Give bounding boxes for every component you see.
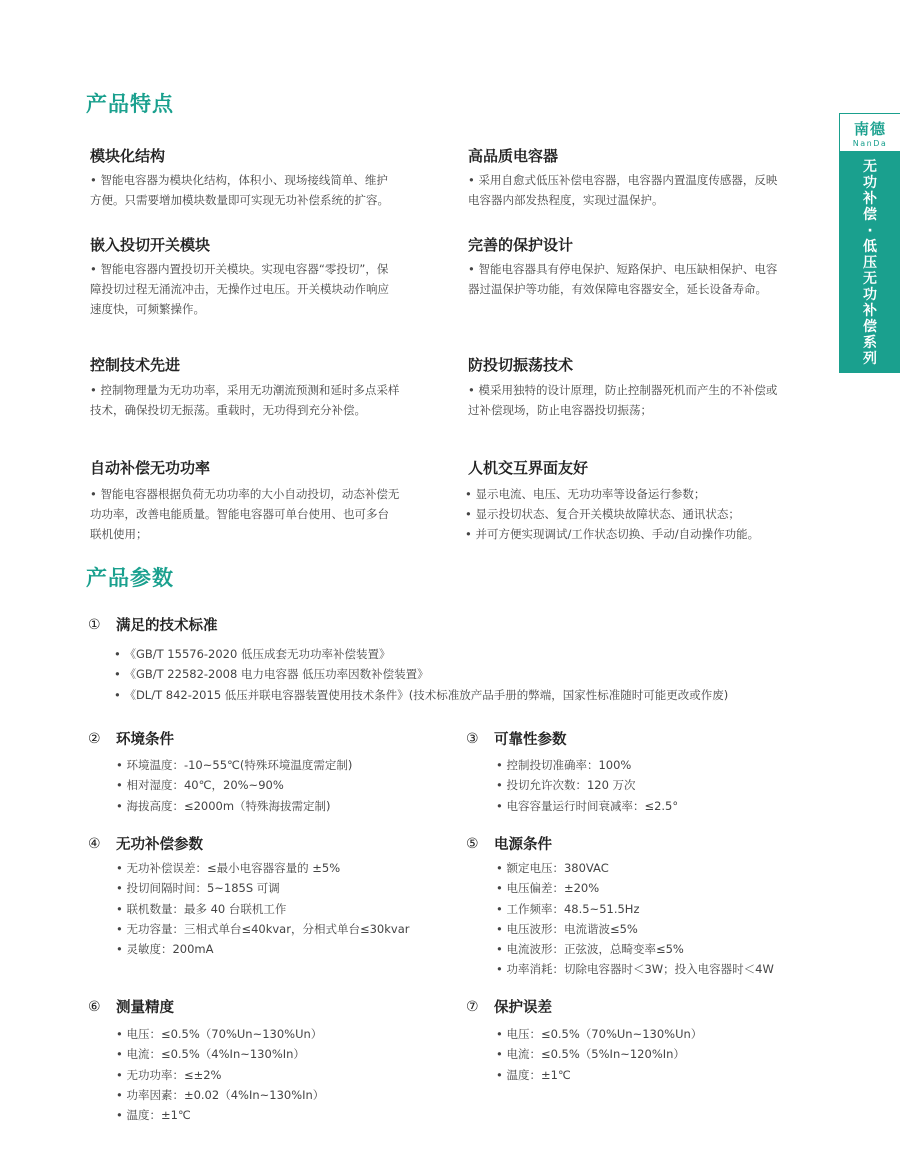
- feature-title: 嵌入投切开关模块: [90, 236, 211, 254]
- power-list: [496, 858, 774, 980]
- list-item: • 功率因素：±0.02（4%In~130%In）: [116, 1085, 324, 1105]
- reliability-title: 可靠性参数: [494, 732, 567, 748]
- reliability-list: [496, 755, 678, 816]
- features-section-title: 产品特点: [86, 92, 174, 116]
- feature-line: • 模采用独特的设计原理，防止控制器死机而产生的不补偿或: [468, 383, 778, 397]
- feature-line: 器过温保护等功能，有效保障电容器安全，延长设备寿命。: [468, 282, 767, 296]
- list-item: • 电压：≤0.5%（70%Un~130%Un）: [496, 1024, 702, 1044]
- feature-line: • 显示电流、电压、无功功率等设备运行参数；: [465, 487, 706, 501]
- feature-line: • 显示投切状态、复合开关模块故障状态、通讯状态；: [465, 507, 740, 521]
- feature-line: 障投切过程无涌流冲击，无操作过电压。开关模块动作响应: [90, 282, 389, 296]
- list-item: • 相对湿度：40℃，20%~90%: [116, 775, 352, 795]
- side-tab-char: 补: [863, 303, 877, 319]
- measurement-heading: [88, 996, 174, 1017]
- protection-title: 保护误差: [494, 1000, 552, 1016]
- side-tab-char: 无: [863, 159, 877, 175]
- side-tab-char: 列: [863, 351, 877, 367]
- list-item: • 《GB/T 15576-2020 低压成套无功功率补偿装置》: [114, 644, 728, 664]
- feature-description: [465, 380, 816, 420]
- feature-line: • 控制物理量为无功功率，采用无功潮流预测和延时多点采样: [90, 383, 400, 397]
- list-item: • 联机数量：最多 40 台联机工作: [116, 899, 409, 919]
- list-item: • 海拔高度：≤2000m（特殊海拔需定制): [116, 796, 352, 816]
- standards-title: 满足的技术标准: [116, 618, 218, 634]
- list-item: • 《GB/T 22582-2008 电力电容器 低压功率因数补偿装置》: [114, 664, 728, 684]
- feature-title: 完善的保护设计: [468, 236, 574, 254]
- environment-heading: [88, 728, 174, 749]
- standards-heading: [88, 614, 218, 635]
- side-tab-char: 压: [863, 255, 877, 271]
- side-tab-char: 功: [863, 287, 877, 303]
- feature-line: • 智能电容器根据负荷无功功率的大小自动投切，动态补偿无: [90, 487, 400, 501]
- feature-line: 联机使用；: [90, 527, 148, 541]
- measurement-number: ⑥: [88, 998, 101, 1015]
- list-item: • 投切间隔时间：5~185S 可调: [116, 878, 409, 898]
- list-item: • 灵敏度：200mA: [116, 939, 409, 959]
- list-item: • 电流：≤0.5%（5%In~120%In）: [496, 1044, 702, 1064]
- protection-list: [496, 1024, 702, 1085]
- list-item: • 无功容量：三相式单台≤40kvar，分相式单台≤30kvar: [116, 919, 409, 939]
- list-item: • 《DL/T 842-2015 低压并联电容器装置使用技术条件》(技术标准放产品手册的弊端，国家性标准随时可能更改或作废): [114, 685, 728, 705]
- feature-line: • 智能电容器具有停电保护、短路保护、电压缺相保护、电容: [468, 262, 778, 276]
- side-tab: [839, 113, 900, 373]
- feature-description: [87, 484, 438, 544]
- feature-description: [87, 380, 438, 420]
- compensation-number: ④: [88, 835, 101, 852]
- power-number: ⑤: [466, 835, 479, 852]
- feature-line: • 采用自愈式低压补偿电容器，电容器内置温度传感器，反映: [468, 173, 778, 187]
- feature-line: 技术，确保投切无振荡。重载时，无功得到充分补偿。: [90, 403, 366, 417]
- feature-description: [465, 170, 816, 210]
- environment-title: 环境条件: [116, 732, 174, 748]
- brand-logo-cn: 南德: [853, 120, 886, 138]
- compensation-heading: [88, 833, 203, 854]
- list-item: • 电压波形：电流谐波≤5%: [496, 919, 774, 939]
- compensation-title: 无功补偿参数: [116, 837, 203, 853]
- measurement-title: 测量精度: [116, 1000, 174, 1016]
- side-tab-char: ·: [867, 223, 873, 239]
- feature-title: 高品质电容器: [468, 147, 559, 165]
- feature-description: [87, 259, 438, 319]
- side-tab-vertical-title: [840, 159, 900, 367]
- feature-title: 自动补偿无功功率: [90, 459, 211, 477]
- list-item: • 功率消耗：切除电容器时＜3W；投入电容器时＜4W: [496, 959, 774, 979]
- standards-number: ①: [88, 616, 101, 633]
- power-heading: [466, 833, 552, 854]
- list-item: • 温度：±1℃: [496, 1065, 702, 1085]
- list-item: • 投切允许次数：120 万次: [496, 775, 678, 795]
- side-tab-char: 无: [863, 271, 877, 287]
- feature-description: [465, 484, 825, 544]
- compensation-list: [116, 858, 409, 959]
- feature-line: 方便。只需要增加模块数量即可实现无功补偿系统的扩容。: [90, 193, 389, 207]
- side-tab-char: 偿: [863, 207, 877, 223]
- list-item: • 电压偏差：±20%: [496, 878, 774, 898]
- list-item: • 电流：≤0.5%（4%In~130%In）: [116, 1044, 324, 1064]
- list-item: • 工作频率：48.5~51.5Hz: [496, 899, 774, 919]
- feature-description: [87, 170, 438, 210]
- side-tab-char: 低: [863, 239, 877, 255]
- side-tab-bar: [840, 151, 900, 373]
- params-section-title: 产品参数: [86, 566, 174, 590]
- protection-number: ⑦: [466, 998, 479, 1015]
- list-item: • 控制投切准确率：100%: [496, 755, 678, 775]
- feature-title: 模块化结构: [90, 147, 166, 165]
- list-item: • 额定电压：380VAC: [496, 858, 774, 878]
- list-item: • 环境温度：-10~55℃(特殊环境温度需定制): [116, 755, 352, 775]
- measurement-list: [116, 1024, 324, 1125]
- brand-logo-en: NanDa: [852, 139, 888, 148]
- feature-line: 速度快，可频繁操作。: [90, 302, 205, 316]
- feature-description: [465, 259, 816, 299]
- power-title: 电源条件: [494, 837, 552, 853]
- feature-title: 控制技术先进: [90, 356, 181, 374]
- list-item: • 无功补偿误差：≤最小电容器容量的 ±5%: [116, 858, 409, 878]
- feature-title: 防投切振荡技术: [468, 356, 574, 374]
- protection-heading: [466, 996, 552, 1017]
- environment-number: ②: [88, 730, 101, 747]
- environment-list: [116, 755, 352, 816]
- feature-line: • 智能电容器内置投切开关模块。实现电容器“零投切”，保: [90, 262, 389, 276]
- feature-line: • 并可方便实现调试/工作状态切换、手动/自动操作功能。: [465, 527, 760, 541]
- feature-line: 过补偿现场，防止电容器投切振荡；: [468, 403, 652, 417]
- reliability-heading: [466, 728, 567, 749]
- reliability-number: ③: [466, 730, 479, 747]
- list-item: • 无功功率：≤±2%: [116, 1065, 324, 1085]
- side-tab-char: 系: [863, 335, 877, 351]
- side-tab-char: 偿: [863, 319, 877, 335]
- side-tab-char: 补: [863, 191, 877, 207]
- side-tab-char: 功: [863, 175, 877, 191]
- list-item: • 电流波形：正弦波，总畸变率≤5%: [496, 939, 774, 959]
- feature-line: • 智能电容器为模块化结构，体积小、现场接线简单、维护: [90, 173, 388, 187]
- feature-line: 功功率，改善电能质量。智能电容器可单台使用、也可多台: [90, 507, 389, 521]
- feature-title: 人机交互界面友好: [468, 459, 589, 477]
- list-item: • 温度：±1℃: [116, 1105, 324, 1125]
- list-item: • 电压：≤0.5%（70%Un~130%Un）: [116, 1024, 324, 1044]
- feature-line: 电容器内部发热程度，实现过温保护。: [468, 193, 664, 207]
- list-item: • 电容容量运行时间衰减率：≤2.5°: [496, 796, 678, 816]
- standards-list: [114, 644, 728, 705]
